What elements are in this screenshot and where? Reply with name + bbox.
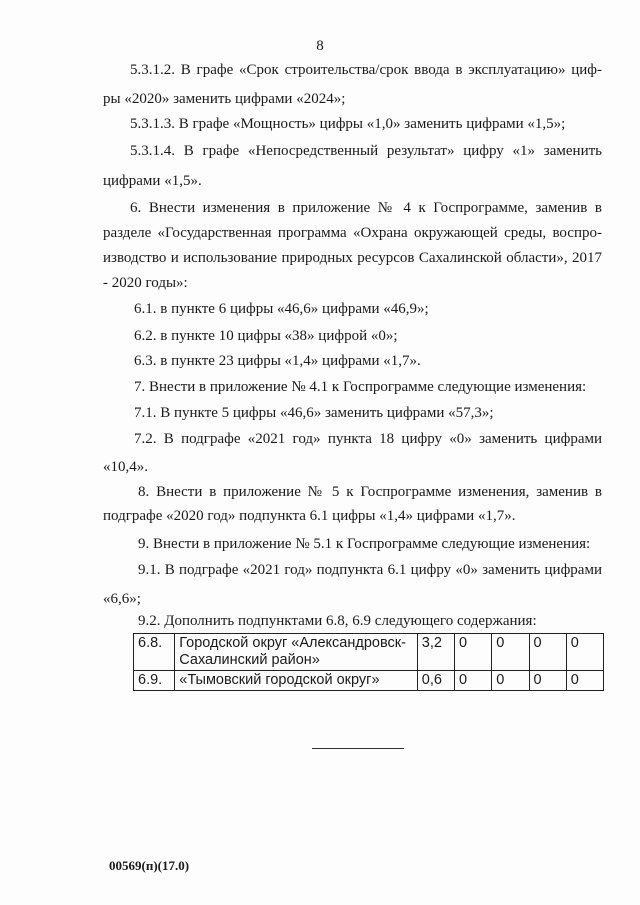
text-line: 6.2. в пункте 10 цифры «38» цифрой «0»; — [134, 328, 398, 344]
text-line: 7.1. В пункте 5 цифры «46,6» заменить цифрами «57,3»; — [134, 405, 494, 421]
text-line: подграфе «2020 год» подпункта 6.1 цифры «1,4» цифрами «1,7». — [103, 508, 516, 524]
text-line: «10,4». — [103, 459, 148, 475]
text-line: 9.2. Дополнить подпунктами 6.8, 6.9 следующего содержания: — [138, 613, 537, 629]
text-line: - 2020 годы»: — [103, 275, 188, 291]
row-name: «Тымовский городской округ» — [175, 671, 418, 691]
row-number: 6.9. — [134, 671, 175, 691]
text-line: 7.2. В подграфе «2021 год» пункта 18 цифру «0» заменить цифрами — [134, 431, 602, 447]
page-number: 8 — [316, 38, 324, 54]
row-value: 0 — [492, 634, 529, 671]
text-line: 5.3.1.4. В графе «Непосредственный результат» цифру «1» заменить — [130, 143, 602, 159]
text-line: ры «2020» заменить цифрами «2024»; — [103, 91, 346, 107]
text-line: «6,6»; — [103, 591, 141, 607]
text-line: изводство и использование природных ресурсов Сахалинской области», 2017 — [103, 250, 602, 266]
text-line: 6.3. в пункте 23 цифры «1,4» цифрами «1,7». — [134, 353, 421, 369]
row-value: 3,2 — [417, 634, 454, 671]
row-value: 0 — [492, 671, 529, 691]
row-value: 0,6 — [417, 671, 454, 691]
subitems-table — [133, 633, 604, 691]
text-line: 9.1. В подграфе «2021 год» подпункта 6.1 цифру «0» заменить цифрами — [138, 562, 602, 578]
table-row — [134, 671, 604, 691]
text-line: 8. Внести в приложение № 5 к Госпрограмме изменения, заменив в — [138, 484, 602, 500]
text-line: 6. Внести изменения в приложение № 4 к Госпрограмме, заменив в — [130, 200, 602, 216]
table-row — [134, 634, 604, 671]
row-value: 0 — [455, 634, 492, 671]
row-number: 6.8. — [134, 634, 175, 671]
row-value: 0 — [566, 634, 603, 671]
text-line: 5.3.1.2. В графе «Срок строительства/срок ввода в эксплуатацию» циф- — [130, 62, 602, 78]
row-value: 0 — [566, 671, 603, 691]
closing-rule — [312, 748, 404, 749]
document-code: 00569(п)(17.0) — [109, 858, 190, 873]
row-name: Городской округ «Александровск-Сахалинский район» — [175, 634, 418, 671]
row-value: 0 — [529, 634, 566, 671]
text-line: 7. Внести в приложение № 4.1 к Госпрограмме следующие изменения: — [134, 379, 587, 395]
text-line: разделе «Государственная программа «Охрана окружающей среды, воспро- — [103, 225, 602, 241]
text-line: 9. Внести в приложение № 5.1 к Госпрограмме следующие изменения: — [138, 536, 591, 552]
row-value: 0 — [455, 671, 492, 691]
row-value: 0 — [529, 671, 566, 691]
text-line: 6.1. в пункте 6 цифры «46,6» цифрами «46,9»; — [134, 301, 429, 317]
text-line: цифрами «1,5». — [103, 173, 202, 189]
text-line: 5.3.1.3. В графе «Мощность» цифры «1,0» заменить цифрами «1,5»; — [130, 116, 566, 132]
